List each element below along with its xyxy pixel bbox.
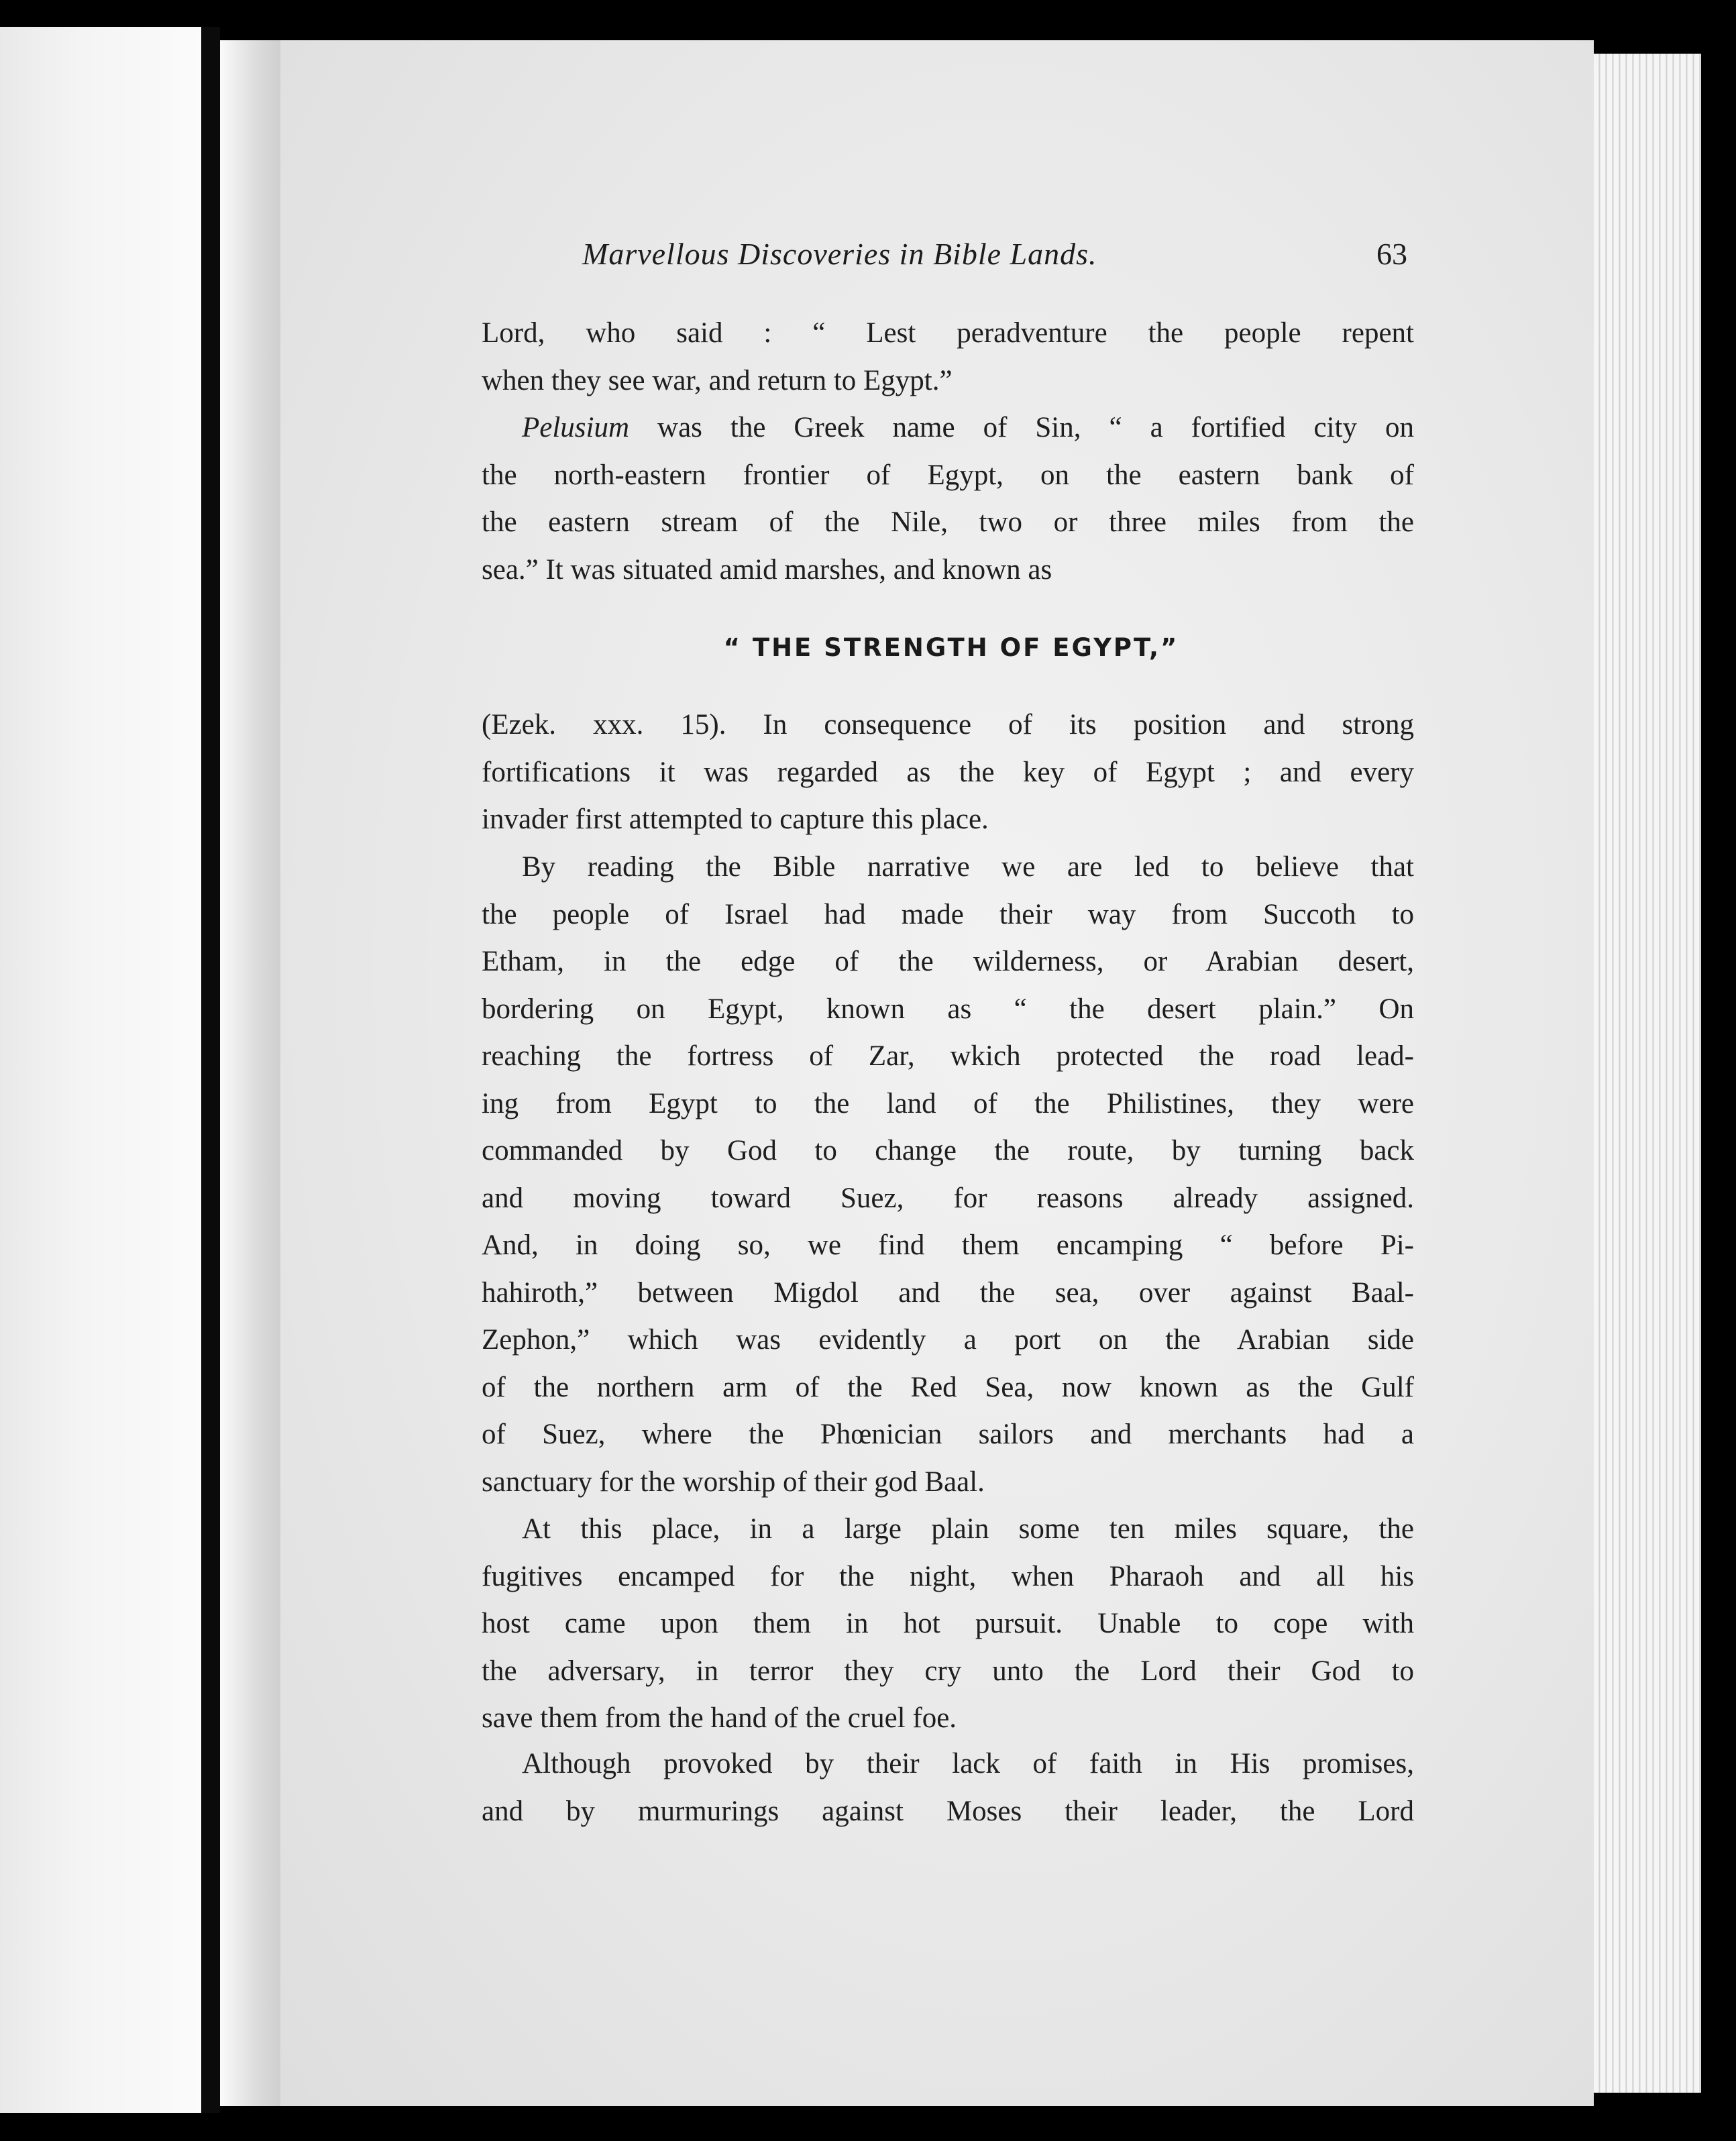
text-line: the north-eastern frontier of Egypt, on the eastern bank of xyxy=(482,459,1414,491)
text-line-rest: was the Greek name of Sin, “ a fortified city on xyxy=(629,412,1414,443)
text-line: Zephon,” which was evidently a port on the Arabian side xyxy=(482,1324,1414,1356)
text-line xyxy=(482,404,1414,452)
text-line: sea.” It was situated amid marshes, and known as xyxy=(482,553,1052,586)
paragraph-1 xyxy=(482,310,1414,594)
paragraph-6 xyxy=(482,1741,1414,1835)
text-line: reaching the fortress of Zar, wkich protected the road lead- xyxy=(482,1040,1414,1072)
text-line: At this place, in a large plain some ten miles square, the xyxy=(522,1513,1414,1545)
text-line: fortifications it was regarded as the key of Egypt ; and every xyxy=(482,756,1414,788)
text-line: And, in doing so, we find them encamping “ before Pi- xyxy=(482,1229,1414,1261)
text-line: and by murmurings against Moses their leader, the Lord xyxy=(482,1795,1414,1827)
paragraph-4 xyxy=(482,844,1414,1506)
text-line: invader first attempted to capture this place. xyxy=(482,804,989,835)
text-line: hahiroth,” between Migdol and the sea, over against Baal- xyxy=(482,1276,1414,1309)
text-line: the eastern stream of the Nile, two or three miles from the xyxy=(482,506,1414,538)
pelusium-italic: Pelusium xyxy=(522,412,630,443)
paragraph-5 xyxy=(482,1506,1414,1743)
text-line: bordering on Egypt, known as “ the desert plain.” On xyxy=(482,993,1414,1025)
text-line: the adversary, in terror they cry unto the Lord their God to xyxy=(482,1655,1414,1687)
page-curl-edge xyxy=(220,40,280,2106)
text-line: commanded by God to change the route, by turning back xyxy=(482,1135,1414,1166)
text-line: Although provoked by their lack of faith in His promises, xyxy=(522,1748,1414,1779)
book-gutter xyxy=(201,27,220,2113)
text-line: the people of Israel had made their way from Succoth to xyxy=(482,898,1414,930)
text-line: Lord, who said : “ Lest peradventure the people repent xyxy=(482,317,1414,349)
fore-edge-pages xyxy=(1594,54,1701,2093)
text-line: ing from Egypt to the land of the Philistines, they were xyxy=(482,1087,1414,1119)
paragraph-3 xyxy=(482,702,1414,844)
text-line: sanctuary for the worship of their god Baal. xyxy=(482,1466,985,1498)
running-head-title: Marvellous Discoveries in Bible Lands. xyxy=(582,237,1097,271)
text-line: Etham, in the edge of the wilderness, or Arabian desert, xyxy=(482,946,1414,977)
section-heading: “ THE STRENGTH OF EGYPT,” xyxy=(723,633,1179,662)
text-line: host came upon them in hot pursuit. Unable to cope with xyxy=(482,1608,1414,1639)
text-line: fugitives encamped for the night, when Pharaoh and all his xyxy=(482,1560,1414,1592)
text-line: of the northern arm of the Red Sea, now known as the Gulf xyxy=(482,1371,1414,1403)
text-line: and moving toward Suez, for reasons already assigned. xyxy=(482,1182,1414,1214)
text-line: when they see war, and return to Egypt.” xyxy=(482,364,953,396)
page-number: 63 xyxy=(1376,237,1407,271)
facing-page xyxy=(0,27,201,2113)
text-line: By reading the Bible narrative we are led to believe that xyxy=(522,851,1414,883)
text-line: of Suez, where the Phœnician sailors and merchants had a xyxy=(482,1419,1414,1450)
text-line: save them from the hand of the cruel foe. xyxy=(482,1702,957,1734)
running-head xyxy=(582,236,1407,283)
text-line: (Ezek. xxx. 15). In consequence of its position and strong xyxy=(482,709,1414,740)
